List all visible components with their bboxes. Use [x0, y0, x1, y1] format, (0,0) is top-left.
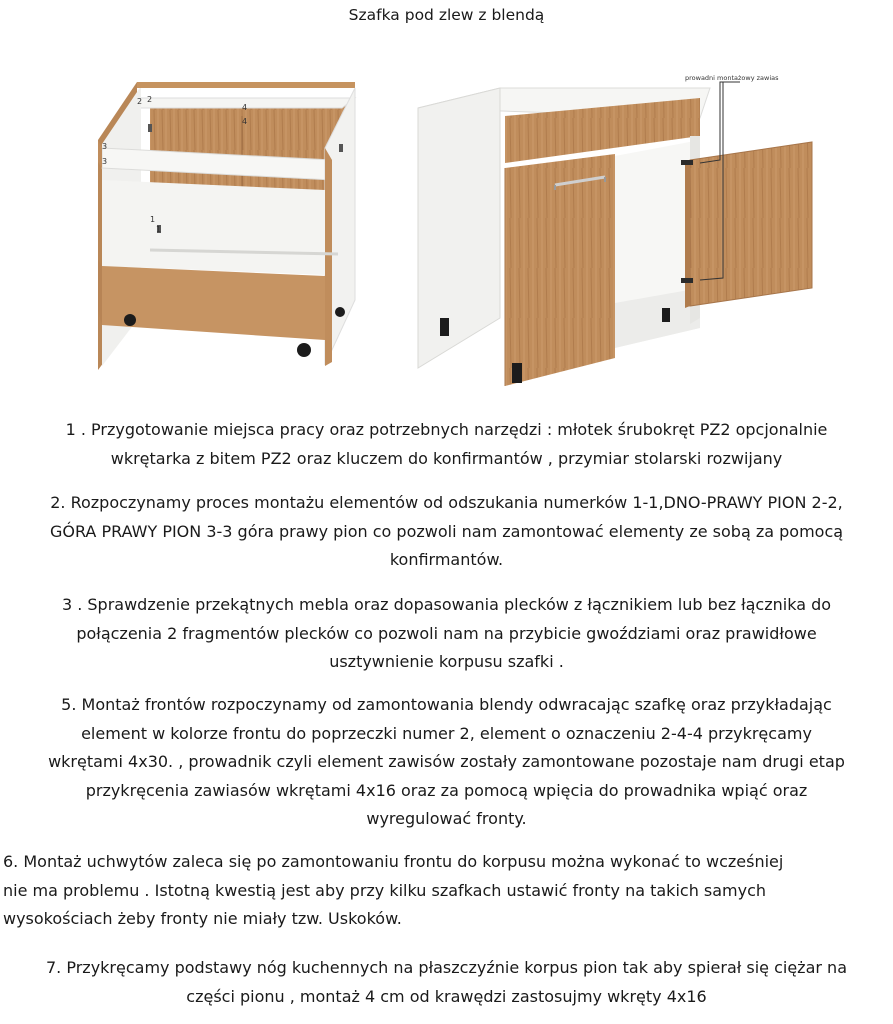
left-side-panel: [418, 88, 500, 368]
hinge-bottom: [681, 278, 693, 283]
leg: [124, 314, 136, 326]
label-3b: 3: [102, 157, 108, 166]
leg: [662, 308, 670, 322]
step-7: 7. Przykręcamy podstawy nóg kuchennych na płaszczyźnie korpus pion tak aby spierał się ciężar na części pionu , montaż 4 cm od krawędzi zastosujmy wkręty 4x16: [46, 958, 847, 1006]
hinge-top: [681, 160, 693, 165]
label-3a: 3: [102, 142, 108, 151]
leg: [297, 343, 311, 357]
carcass-drawing: [80, 70, 370, 370]
step-3: 3 . Sprawdzenie przekątnych mebla oraz dopasowania plecków z łącznikiem lub bez łącznika do połączenia 2 fragmentów plecków co pozwoli nam na przybicie gwoździami oraz prawidłowe usztywnienie korpusu szafki .: [61, 595, 832, 671]
leg: [335, 307, 345, 317]
assembled-cabinet-illustration: [400, 68, 870, 398]
assembled-drawing: [400, 68, 870, 398]
label-2a: 2: [137, 97, 143, 106]
step-1: 1 . Przygotowanie miejsca pracy oraz potrzebnych narzędzi : młotek śrubokręt PZ2 opcjonalnie wkrętarka z bitem PZ2 oraz kluczem do konfirmantów , przymiar stolarski rozwijany: [65, 420, 828, 468]
step-2: 2. Rozpoczynamy proces montażu elementów od odszukania numerków 1-1,DNO-PRAWY PION 2-2, GÓRA PRAWY PION 3-3 góra prawy pion co pozwoli nam zamontować elementy ze sobą za pomocą konfirmantów.: [49, 493, 844, 569]
leg: [512, 363, 522, 383]
cabinet-carcass-illustration: [80, 70, 370, 370]
leg: [440, 318, 449, 336]
label-4b: 4: [242, 117, 248, 126]
step-5: 5. Montaż frontów rozpoczynamy od zamontowania blendy odwracając szafkę oraz przykładając element w kolorze frontu do poprzeczki numer 2, element o oznaczeniu 2-4-4 przykręcamy wkrętami 4x30. , prowadnik czyli element zawisów zostały zamontowane pozostaje nam drugi etap przykręcenia zawiasów wkrętami 4x16 oraz za pomocą wpięcia do prowadnika wpiąć oraz wyregulować fronty.: [48, 695, 845, 828]
plinth: [102, 266, 325, 340]
label-1a: 1: [150, 215, 156, 224]
page-title: Szafka pod zlew z blendą: [348, 6, 545, 24]
step-6: 6. Montaż uchwytów zaleca się po zamontowaniu frontu do korpusu można wykonać to wcześniej nie ma problemu . Istotną kwestią jest aby przy kilku szafkach ustawić fronty na takich samych wysokościach żeby fronty nie miały tzw. Uskoków.: [3, 852, 784, 928]
label-2b: 2: [147, 95, 153, 104]
hinge-annotation: prowadni montażowy zawias: [685, 74, 779, 82]
label-4a: 4: [242, 103, 248, 112]
label-1b: 1: [156, 225, 162, 234]
left-door[interactable]: [505, 154, 615, 386]
right-door-open[interactable]: [690, 142, 812, 306]
